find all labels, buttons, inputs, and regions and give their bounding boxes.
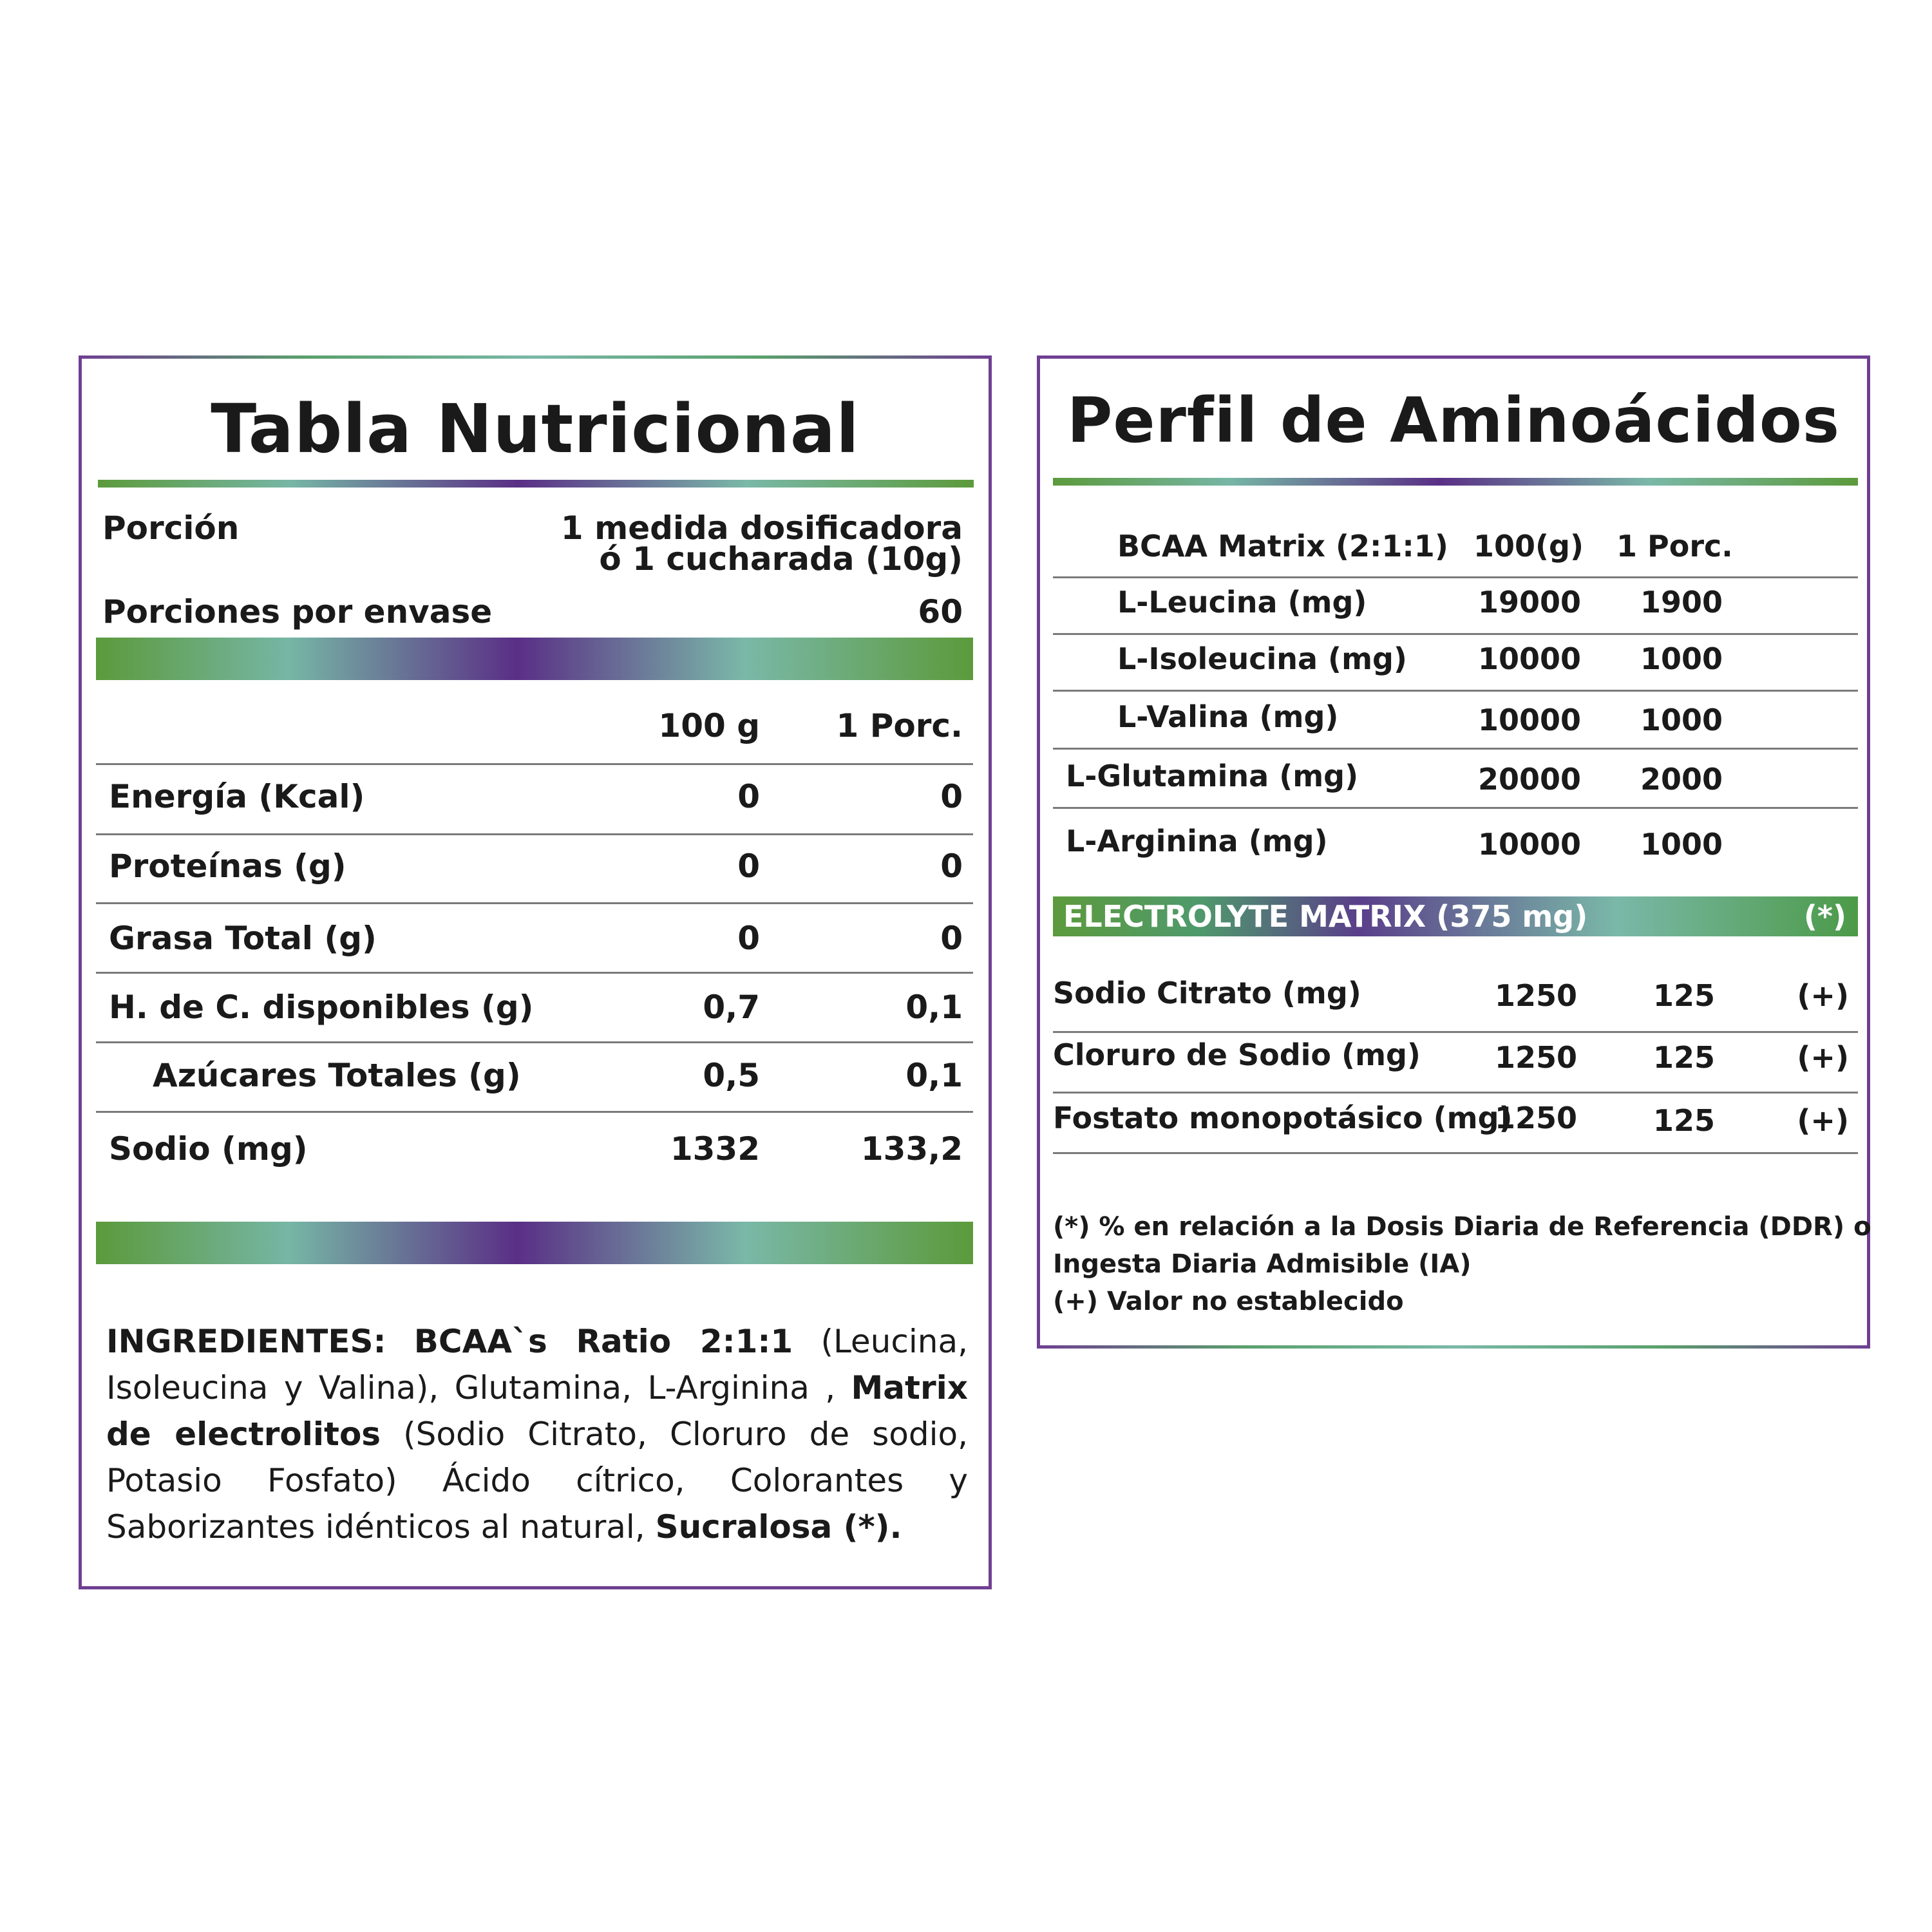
value-portion: 0 (940, 848, 963, 885)
row-divider (1053, 1031, 1858, 1033)
value-portion: 0 (940, 778, 963, 815)
nutrient-label: Grasa Total (g) (109, 920, 377, 957)
amino-label: L-Glutamina (mg) (1066, 759, 1359, 793)
row-divider (1053, 690, 1858, 692)
ingredients-electrolytes: Matrix de electrolitos (106, 1369, 968, 1453)
portion-label: Porción (102, 509, 240, 547)
amino-label: L-Arginina (mg) (1066, 824, 1328, 858)
value-100g: 10000 (1477, 641, 1581, 676)
servings-label: Porciones por envase (102, 593, 493, 630)
footnote-reference-cont: Ingesta Diaria Admisible (IA) (1053, 1249, 1472, 1279)
ingredients-part1: (Leucina, Isoleucina y Valina), Glutamina, L-Arginina , (106, 1323, 968, 1406)
value-100g: 1332 (670, 1130, 760, 1168)
row-divider (1053, 633, 1858, 635)
row-divider (1053, 807, 1858, 809)
amino-label: L-Leucina (mg) (1117, 585, 1367, 620)
column-header-100g: 100(g) (1473, 529, 1584, 564)
row-divider (96, 972, 973, 974)
row-divider (96, 902, 973, 904)
column-header-100g: 100 g (658, 707, 760, 744)
amino-title: Perfil de Aminoácidos (1067, 384, 1840, 457)
row-divider (1053, 1152, 1858, 1154)
value-portion: 125 (1653, 1040, 1715, 1075)
ingredients-label: INGREDIENTES: (106, 1323, 386, 1360)
electrolyte-label: Fostato monopotásico (mg) (1053, 1101, 1513, 1135)
value-100g: 0 (737, 920, 760, 957)
electrolyte-matrix-band (1053, 896, 1858, 936)
electrolyte-matrix-mark: (*) (1803, 899, 1846, 934)
value-portion: 125 (1653, 978, 1715, 1013)
row-divider (96, 833, 973, 835)
portion-value-line2: ó 1 cucharada (10g) (599, 540, 963, 578)
nutrient-label: Azúcares Totales (g) (153, 1057, 521, 1094)
row-divider (96, 1111, 973, 1113)
value-100g: 19000 (1477, 585, 1581, 620)
value-portion: 1000 (1640, 703, 1723, 737)
value-portion: 133,2 (860, 1130, 963, 1168)
row-divider (1053, 1092, 1858, 1094)
electrolyte-label: Cloruro de Sodio (mg) (1053, 1037, 1421, 1072)
row-divider (96, 1041, 973, 1043)
not-established-mark: (+) (1797, 978, 1849, 1013)
ingredients-sweetener: Sucralosa (*). (655, 1508, 902, 1546)
title-divider (98, 480, 974, 488)
footnote-not-established: (+) Valor no establecido (1053, 1287, 1404, 1316)
value-portion: 1000 (1640, 641, 1723, 676)
value-portion: 0,1 (905, 1057, 963, 1094)
value-portion: 125 (1653, 1103, 1715, 1138)
title-divider (1053, 478, 1858, 486)
column-header-portion: 1 Porc. (1616, 529, 1733, 564)
row-divider (1053, 576, 1858, 578)
value-portion: 0 (940, 920, 963, 957)
ingredients-text (106, 1318, 968, 1550)
value-100g: 0 (737, 848, 760, 885)
value-100g: 0 (737, 778, 760, 815)
amino-label: L-Isoleucina (mg) (1117, 641, 1407, 676)
amino-acid-profile (1037, 355, 1870, 1349)
electrolyte-label: Sodio Citrato (mg) (1053, 976, 1361, 1010)
value-portion: 1000 (1640, 827, 1723, 862)
row-divider (1053, 748, 1858, 750)
portion-value-line1: 1 medida dosificadora (560, 509, 963, 547)
not-established-mark: (+) (1797, 1103, 1849, 1138)
footnote-reference: (*) % en relación a la Dosis Diaria de Referencia (DDR) o (1053, 1212, 1871, 1242)
column-header-portion: 1 Porc. (836, 707, 963, 744)
value-100g: 10000 (1477, 827, 1581, 862)
ingredients-bcaa: BCAA`s Ratio 2:1:1 (413, 1323, 793, 1360)
bcaa-matrix-label: BCAA Matrix (2:1:1) (1117, 529, 1448, 564)
row-divider (96, 763, 973, 765)
nutrition-table (79, 355, 992, 1589)
value-100g: 0,5 (703, 1057, 760, 1094)
electrolyte-matrix-title: ELECTROLYTE MATRIX (375 mg) (1063, 899, 1588, 934)
nutrient-label: Sodio (mg) (109, 1130, 308, 1168)
section-band (96, 638, 973, 680)
section-band (96, 1222, 973, 1264)
value-portion: 0,1 (905, 989, 963, 1026)
nutrient-label: Proteínas (g) (109, 848, 346, 885)
nutrition-title: Tabla Nutricional (211, 390, 860, 468)
servings-value: 60 (918, 593, 963, 630)
value-portion: 1900 (1640, 585, 1723, 620)
value-100g: 0,7 (703, 989, 760, 1026)
value-100g: 1250 (1494, 1101, 1577, 1135)
amino-label: L-Valina (mg) (1117, 699, 1339, 734)
not-established-mark: (+) (1797, 1040, 1849, 1075)
value-portion: 2000 (1640, 762, 1723, 797)
value-100g: 20000 (1477, 762, 1581, 797)
nutrient-label: Energía (Kcal) (109, 778, 365, 815)
value-100g: 1250 (1494, 978, 1577, 1013)
value-100g: 1250 (1494, 1040, 1577, 1075)
value-100g: 10000 (1477, 703, 1581, 737)
ingredients-part2: (Sodio Citrato, Cloruro de sodio, Potasio Fosfato) Ácido cítrico, Colorantes y Saborizantes idénticos al natural, (106, 1416, 968, 1546)
nutrient-label: H. de C. disponibles (g) (109, 989, 534, 1026)
